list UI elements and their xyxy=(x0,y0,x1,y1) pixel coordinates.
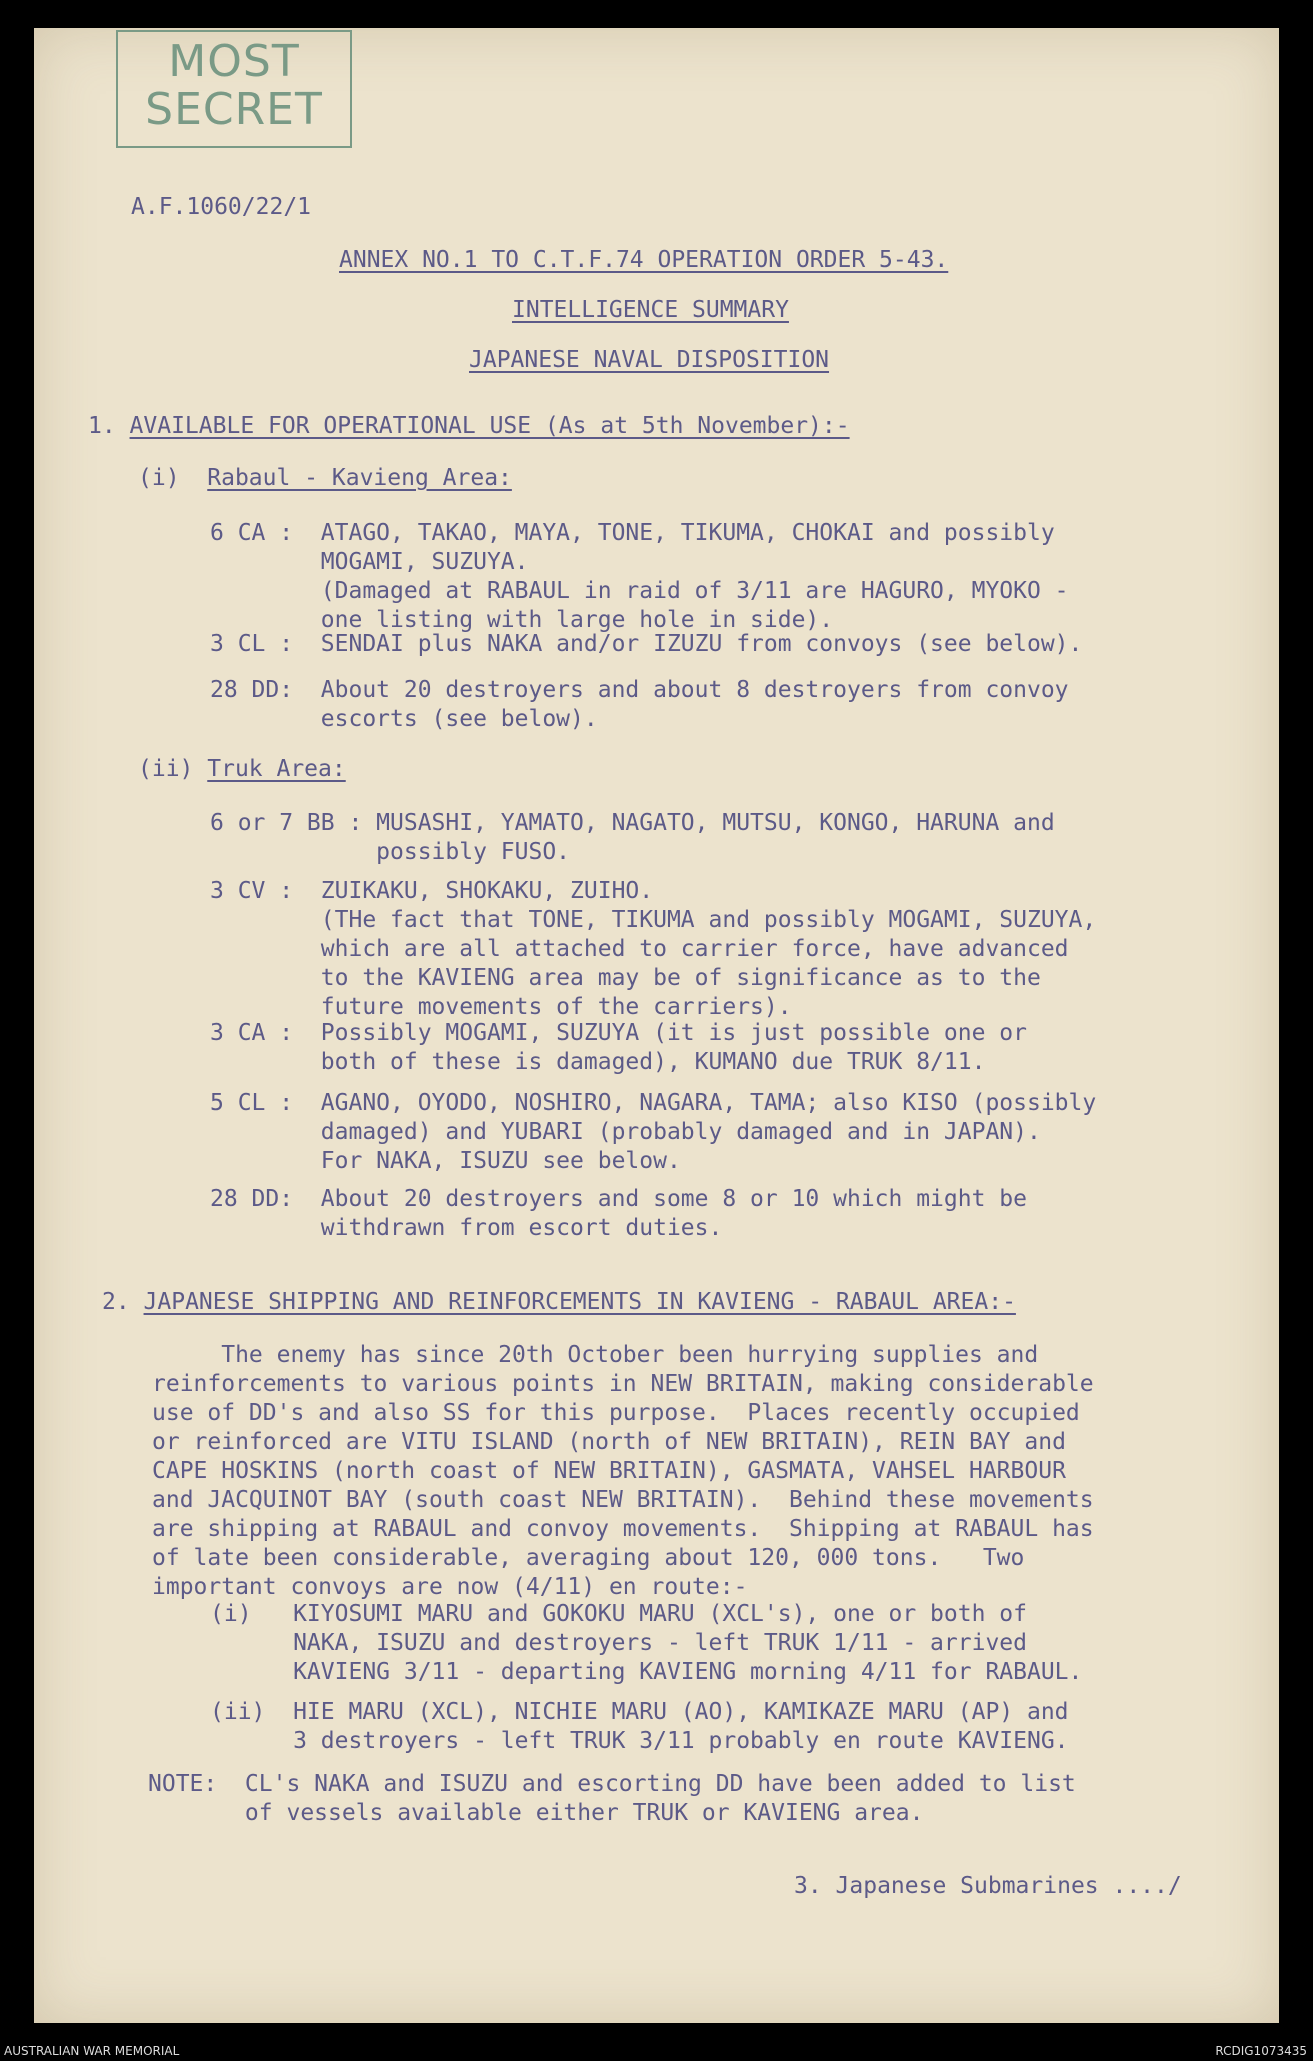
shipping-paragraph: The enemy has since 20th October been hurrying supplies and reinforcements to various points in NEW BRITAIN, making considerable use of DD's and also SS for this purpose. Places recently occupied or reinforced are VITU ISLAND (north of NEW BRITAIN), REIN BAY and CAPE HOSKINS (north coast of NEW BRITAIN), GASMATA, VAHSEL HARBOUR and JACQUINOT BAY (south coast NEW BRITAIN). Behind these movements are shipping at RABAUL and convoy movements. Shipping at RABAUL has of late been considerable, averaging about 120, 000 tons. Two important convoys are now (4/11) en route:- xyxy=(152,1342,1094,1600)
note-paragraph: NOTE: CL's NAKA and ISUZU and escorting DD have been added to list of vessels available either TRUK or KAVIENG area. xyxy=(148,1771,1076,1826)
continuation-line: 3. Japanese Submarines ..../ xyxy=(794,1873,1182,1899)
stamp-line-2: SECRET xyxy=(145,84,323,135)
section-1-heading xyxy=(88,412,850,441)
archive-footer xyxy=(0,2038,1313,2061)
archive-id: RCDIG1073435 xyxy=(1215,2044,1307,2058)
section-2-number: 2. xyxy=(102,1289,144,1315)
rabaul-ca-entry: 6 CA : ATAGO, TAKAO, MAYA, TONE, TIKUMA, CHOKAI and possibly MOGAMI, SUZUYA. (Damaged at RABAUL in raid of 3/11 are HAGURO, MYOKO - one listing with large hole in side). xyxy=(210,520,1069,633)
section-1-heading-text: AVAILABLE FOR OPERATIONAL USE (As at 5th November):- xyxy=(129,413,850,439)
archive-name: AUSTRALIAN WAR MEMORIAL xyxy=(4,2044,180,2058)
stamp-line-1: MOST xyxy=(168,36,300,87)
section-1-number: 1. xyxy=(88,413,130,439)
section-2-heading xyxy=(102,1288,1016,1317)
file-reference: A.F.1060/22/1 xyxy=(131,194,312,220)
rabaul-cl-entry: 3 CL : SENDAI plus NAKA and/or IZUZU from convoys (see below). xyxy=(210,631,1083,657)
rabaul-dd-entry: 28 DD: About 20 destroyers and about 8 destroyers from convoy escorts (see below). xyxy=(210,677,1069,732)
disposition-title: JAPANESE NAVAL DISPOSITION xyxy=(469,347,830,373)
annex-title: ANNEX NO.1 TO C.T.F.74 OPERATION ORDER 5-43. xyxy=(339,247,949,273)
truk-cl-entry: 5 CL : AGANO, OYODO, NOSHIRO, NAGARA, TAMA; also KISO (possibly damaged) and YUBARI (probably damaged and in JAPAN). For NAKA, ISUZU see below. xyxy=(210,1090,1097,1174)
truk-dd-entry: 28 DD: About 20 destroyers and some 8 or 10 which might be withdrawn from escort duties. xyxy=(210,1186,1027,1241)
document-page xyxy=(34,28,1279,2023)
subsection-rabaul-number: (i) xyxy=(138,465,208,491)
subsection-truk-heading xyxy=(138,755,346,784)
section-2-heading-text: JAPANESE SHIPPING AND REINFORCEMENTS IN KAVIENG - RABAUL AREA:- xyxy=(143,1289,1016,1315)
subsection-truk-number: (ii) xyxy=(138,756,208,782)
subsection-rabaul-text: Rabaul - Kavieng Area: xyxy=(207,465,512,491)
truk-cv-entry: 3 CV : ZUIKAKU, SHOKAKU, ZUIHO. (THe fact that TONE, TIKUMA and possibly MOGAMI, SUZUYA, which are all attached to carrier force, have advanced to the KAVIENG area may be of significance as to the future movements of the carriers). xyxy=(210,878,1097,1020)
most-secret-stamp xyxy=(116,30,352,148)
convoy-1-entry: (i) KIYOSUMI MARU and GOKOKU MARU (XCL's), one or both of NAKA, ISUZU and destroyers - left TRUK 1/11 - arrived KAVIENG 3/11 - departing KAVIENG morning 4/11 for RABAUL. xyxy=(210,1601,1083,1685)
truk-bb-entry: 6 or 7 BB : MUSASHI, YAMATO, NAGATO, MUTSU, KONGO, HARUNA and possibly FUSO. xyxy=(210,810,1055,865)
convoy-2-entry: (ii) HIE MARU (XCL), NICHIE MARU (AO), KAMIKAZE MARU (AP) and 3 destroyers - left TRUK 3/11 probably en route KAVIENG. xyxy=(210,1699,1069,1754)
truk-ca-entry: 3 CA : Possibly MOGAMI, SUZUYA (it is just possible one or both of these is damaged), KUMANO due TRUK 8/11. xyxy=(210,1020,1027,1075)
subsection-rabaul-heading xyxy=(138,464,512,493)
subsection-truk-text: Truk Area: xyxy=(207,756,346,782)
summary-title: INTELLIGENCE SUMMARY xyxy=(512,297,789,323)
